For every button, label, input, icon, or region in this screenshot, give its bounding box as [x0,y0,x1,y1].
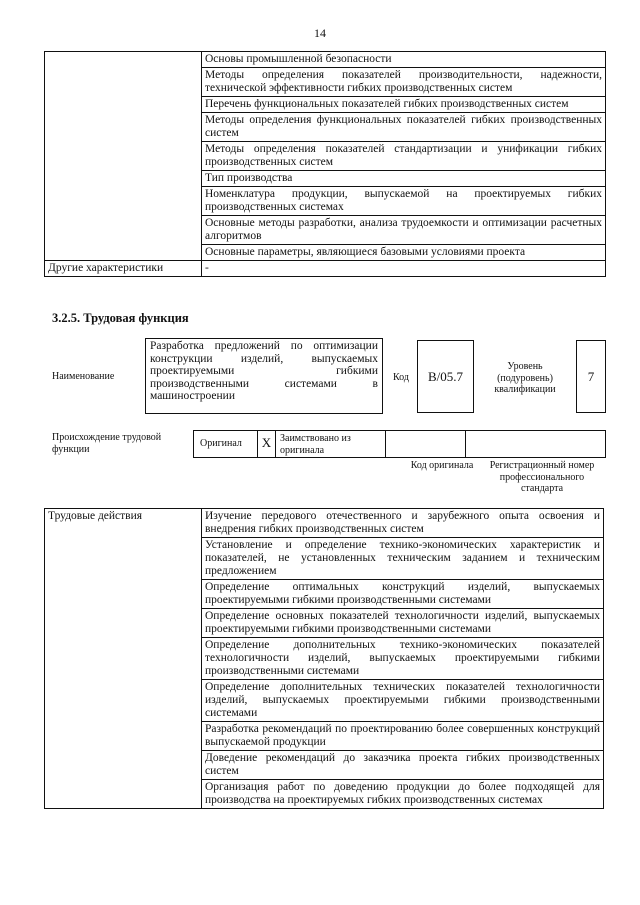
knowledge-item: Методы определения показателей стандартизации и унификации гибких производственных систем [202,142,606,171]
actions-table [44,508,604,809]
action-item: Изучение передового отечественного и зарубежного опыта освоения и внедрения гибких производственных систем [202,509,604,538]
action-row [45,509,604,538]
original-code-label: Код оригинала [410,460,474,471]
action-item: Доведение рекомендаций до заказчика проекта гибких производственных систем [202,751,604,780]
original-label: Оригинал [194,431,258,457]
action-item: Определение дополнительных технико-экономических показателей технологичности изделий, выпускаемых проектируемыми гибкими производственными системами [202,638,604,680]
origin-table [193,430,606,458]
registration-number-label: Регистрационный номер профессионального стандарта [489,460,595,494]
qualification-level: 7 [576,340,606,413]
action-item: Установление и определение технико-экономических характеристик и показателей, не установленных техническим заданием и техническим предложением [202,538,604,580]
other-characteristics-value: - [202,261,606,277]
action-item: Определение оптимальных конструкций изделий, выпускаемых проектируемыми гибкими производственными системами [202,580,604,609]
knowledge-item: Перечень функциональных показателей гибких производственных систем [202,97,606,113]
knowledge-table [44,51,606,277]
knowledge-item: Основные параметры, являющиеся базовыми условиями проекта [202,245,606,261]
origin-label: Происхождение трудовой функции [52,432,162,455]
other-characteristics-row [45,261,606,277]
level-label: Уровень (подуровень) квалификации [494,361,556,395]
knowledge-item: Тип производства [202,171,606,187]
code-label: Код [393,372,409,383]
knowledge-row [45,52,606,68]
registration-number-cell [466,431,605,457]
knowledge-item: Номенклатура продукции, выпускаемой на проектируемых гибких производственных системах [202,187,606,216]
knowledge-item: Основы промышленной безопасности [202,52,606,68]
borrowed-label: Заимствовано из оригинала [276,431,386,457]
other-characteristics-label: Другие характеристики [45,261,202,277]
name-label: Наименование [52,371,115,382]
function-name: Разработка предложений по оптимизации конструкции изделий, выпускаемых проектируемыми гибкими производственными системами в машиностроении [145,338,383,414]
section-title: 3.2.5. Трудовая функция [52,311,189,325]
action-item: Разработка рекомендаций по проектированию более совершенных конструкций выпускаемой продукции [202,722,604,751]
original-code-cell [386,431,466,457]
original-mark: X [258,431,276,457]
knowledge-item: Основные методы разработки, анализа трудоемкости и оптимизации расчетных алгоритмов [202,216,606,245]
knowledge-item: Методы определения показателей производительности, надежности, технической эффективности гибких производственных систем [202,68,606,97]
actions-label: Трудовые действия [45,509,202,809]
knowledge-item: Методы определения функциональных показателей гибких производственных систем [202,113,606,142]
knowledge-label-cell [45,52,202,261]
page-number: 14 [314,26,326,40]
action-item: Организация работ по доведению продукции до более подходящей для производства на проектируемых гибких производственных системах [202,780,604,809]
function-code: B/05.7 [417,340,474,413]
action-item: Определение основных показателей технологичности изделий, выпускаемых проектируемыми гибкими производственными системами [202,609,604,638]
action-item: Определение дополнительных технических показателей технологичности изделий, выпускаемых проектируемыми гибкими производственными системами [202,680,604,722]
